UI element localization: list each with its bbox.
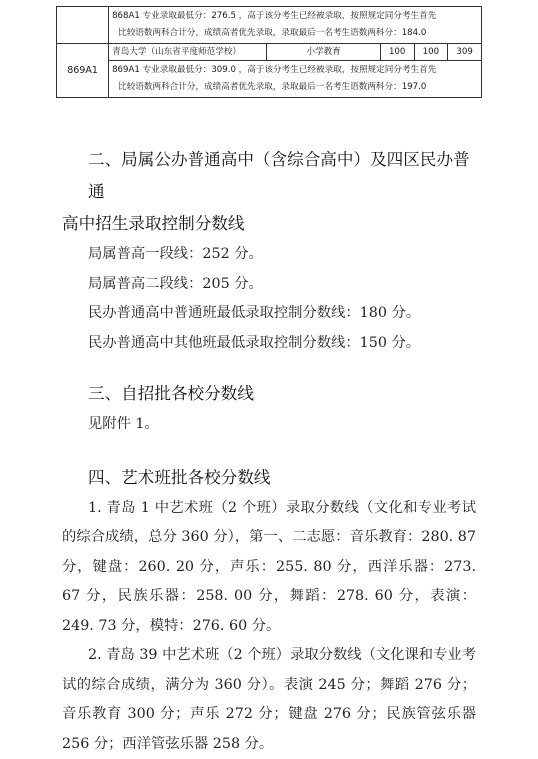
section-3-heading: 三、自招批各校分数线 bbox=[88, 384, 254, 403]
section-4-paragraph-1: 1. 青岛 1 中艺术班（2 个班）录取分数线（文化和专业考试的综合成绩，总分 360 分），第一、二志愿：音乐教育：280. 87 分，键盘：260. 20 分，声乐：255. 80 分，西洋乐器：273. 67 分，民族乐器：258. 00 分，舞蹈：278. 60 分，表演：249. 73 分，模特：276. 60 分。 bbox=[62, 499, 476, 634]
value-cell: 100 bbox=[380, 44, 414, 61]
section-2-line-3: 民办普通高中普通班最低录取控制分数线：180 分。 bbox=[88, 305, 421, 321]
table-row bbox=[57, 7, 482, 44]
section-2-line-2: 局属普高二段线：205 分。 bbox=[88, 275, 263, 292]
section-2-heading: 二、局属公办普通高中（含综合高中）及四区民办普通 bbox=[88, 150, 470, 201]
section-2-line-4: 民办普通高中其他班最低录取控制分数线：150 分。 bbox=[88, 334, 421, 351]
note-cell bbox=[109, 61, 482, 98]
code-cell: 869A1 bbox=[57, 44, 109, 98]
section-4-heading: 四、艺术班批各校分数线 bbox=[88, 467, 271, 487]
note-line: 869A1 专业录取最低分：309.0 ，高于该分考生已经被录取，按照规定同分考生首先 bbox=[112, 65, 437, 75]
value-cell: 309 bbox=[448, 44, 482, 61]
document-body bbox=[62, 144, 476, 759]
school-cell: 青岛大学（山东省平度师范学校） bbox=[109, 44, 267, 61]
admission-score-table bbox=[56, 6, 482, 98]
note-cell bbox=[109, 7, 482, 44]
section-2-heading-cont: 高中招生录取控制分数线 bbox=[62, 214, 245, 233]
note-line: 比较语数两科合计分，成绩高者优先录取，录取最后一名考生语数两科分：184.0 bbox=[118, 28, 427, 38]
code-cell-empty bbox=[57, 7, 109, 44]
note-line: 比较语数两科合计分，成绩高者优先录取，录取最后一名考生语数两科分：197.0 bbox=[118, 82, 427, 92]
section-2-line-1: 局属普高一段线：252 分。 bbox=[88, 246, 263, 262]
table-row bbox=[57, 61, 482, 98]
table-row bbox=[57, 44, 482, 61]
major-cell: 小学教育 bbox=[267, 44, 380, 61]
note-line: 868A1 专业录取最低分：276.5 ，高于该分考生已经被录取，按照规定同分考生首先 bbox=[112, 11, 437, 21]
value-cell: 100 bbox=[414, 44, 448, 61]
section-4-paragraph-2: 2. 青岛 39 中艺术班（2 个班）录取分数线（文化课和专业考试的综合成绩，满分为 360 分）。表演 245 分；舞蹈 276 分；音乐教育 300 分；声乐 272 分；键盘 276 分；民族管弦乐器 256 分；西洋管弦乐器 258 分。 bbox=[62, 647, 476, 752]
section-3-line-1: 见附件 1。 bbox=[88, 416, 159, 432]
